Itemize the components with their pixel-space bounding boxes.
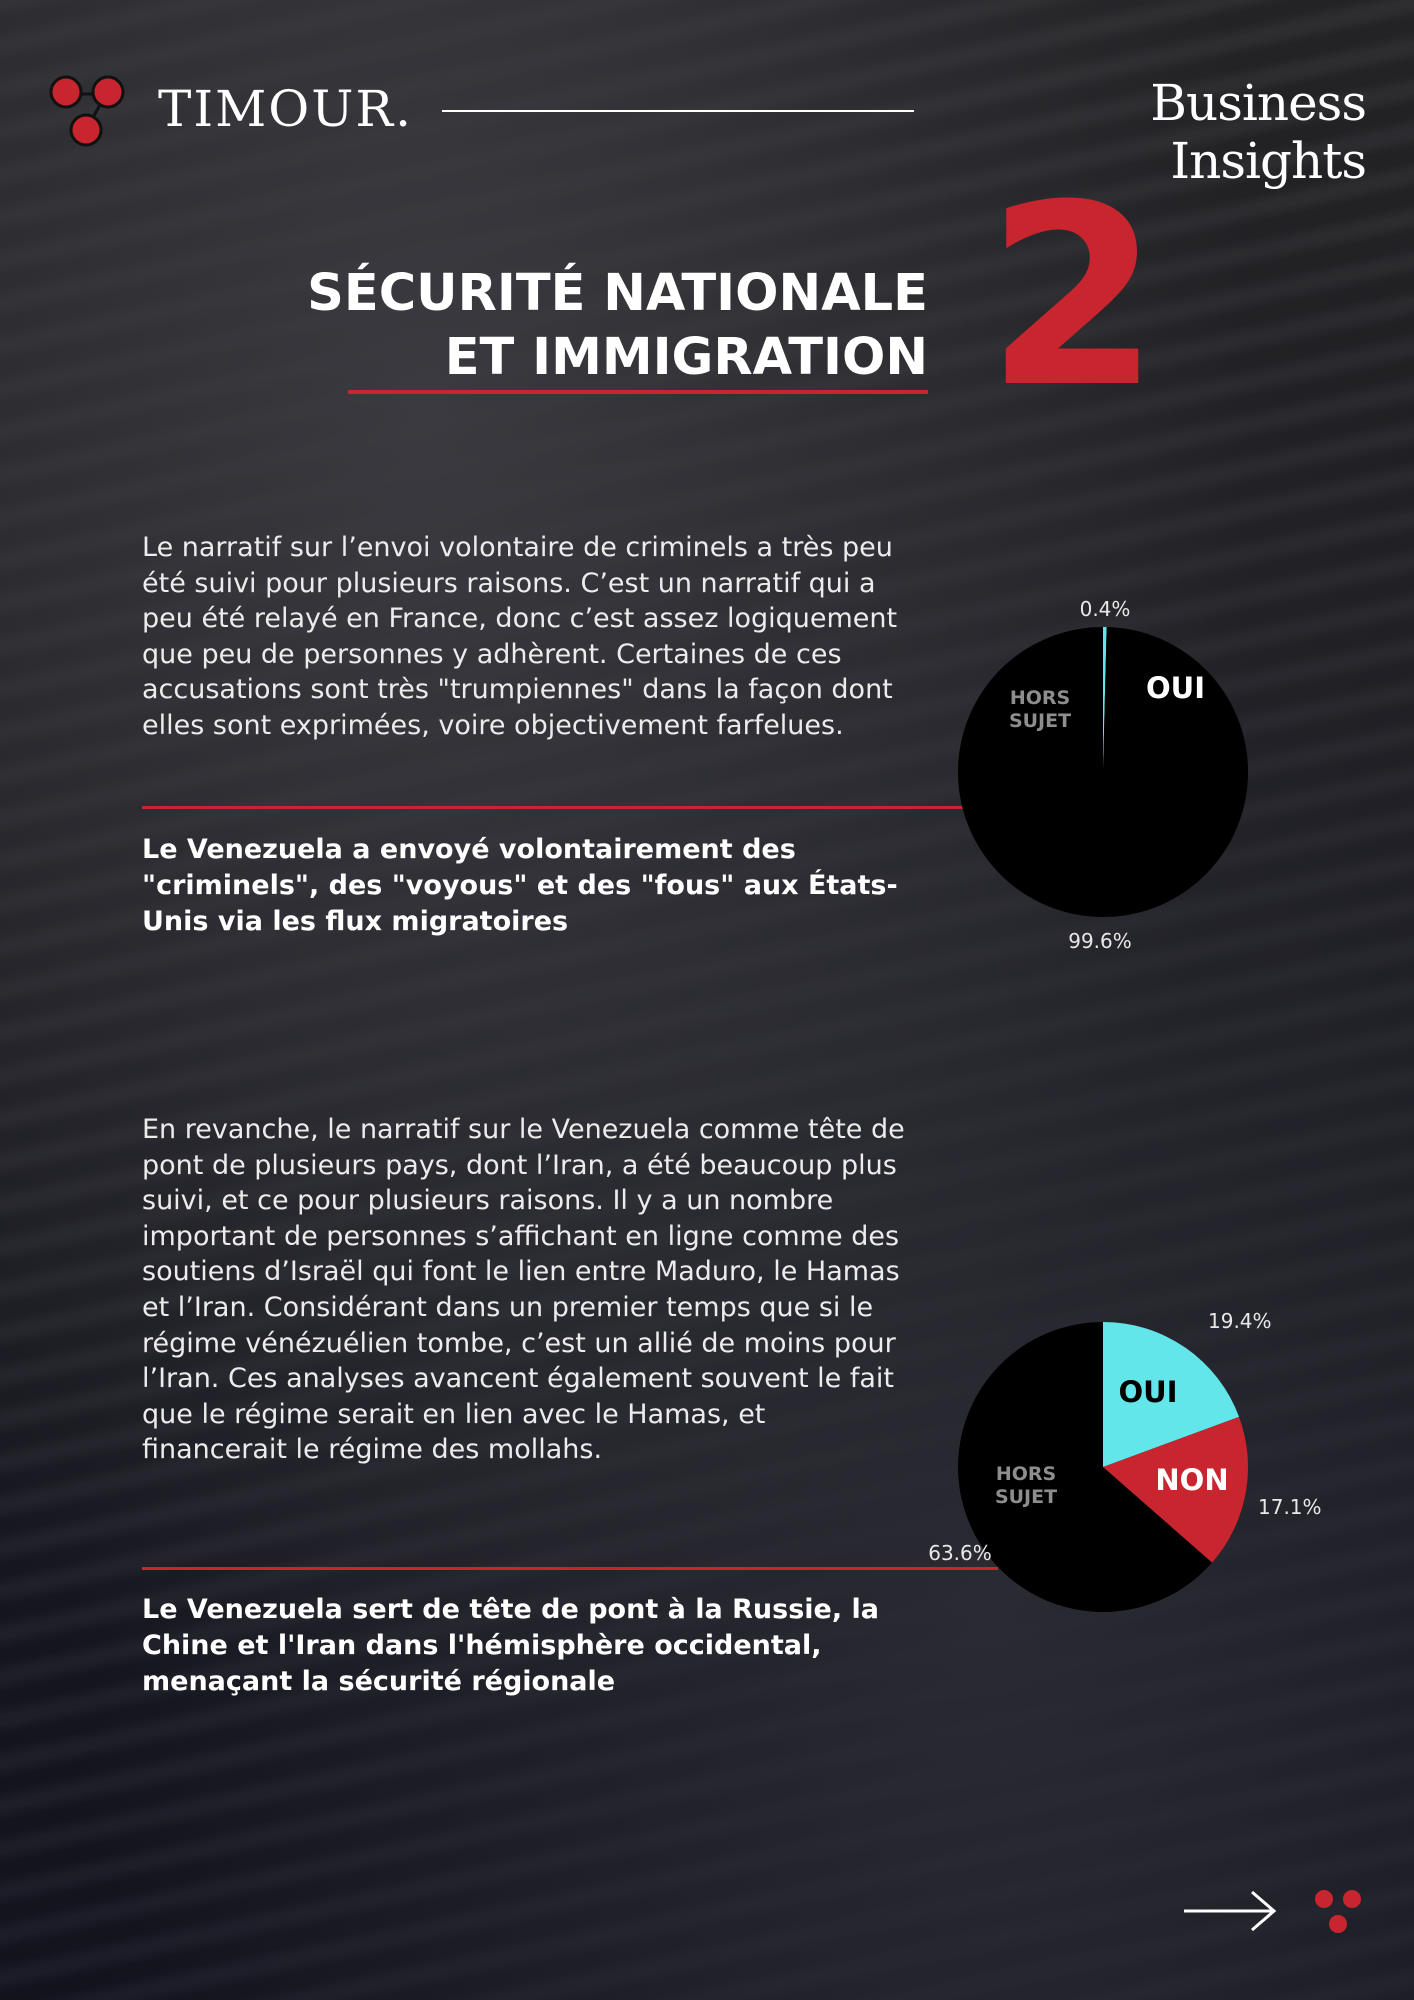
- claim-1: Le Venezuela a envoyé volontairement des "criminels", des "voyous" et des "fous" aux États-Unis via les flux migratoires: [142, 834, 898, 937]
- section-title-line-2: ET IMMIGRATION: [444, 328, 928, 387]
- brand-name: TIMOUR.: [158, 80, 413, 138]
- pie2-value-oui: 19.4%: [1208, 1309, 1272, 1333]
- pie2-value-non: 17.1%: [1258, 1495, 1322, 1519]
- header-divider: [442, 110, 914, 112]
- arrow-right-icon[interactable]: [1180, 1886, 1280, 1936]
- pie1-label-hors-sujet: HORS SUJET: [1008, 687, 1072, 732]
- three-dots-logo-icon: [46, 74, 130, 150]
- body-paragraph-2: En revanche, le narratif sur le Venezuela comme tête de pont de plusieurs pays, dont l’Iran, a été beaucoup plus suivi, et ce pour plusieurs raisons. Il y a un nombre important de personnes s’affichant en ligne comme des soutiens d’Israël qui font le lien entre Maduro, le Hamas et l’Iran. Considérant dans un premier temps que si le régime vénézuélien tombe, c’est un allié de moins pour l’Iran. Ces analyses avancent également souvent le fait que le régime serait en lien avec le Hamas, et financerait le régime des mollahs.: [142, 1114, 905, 1466]
- three-dots-mini-icon: [1312, 1888, 1364, 1936]
- pie-chart-2: [880, 1300, 1340, 1630]
- pie2-label-oui: OUI: [1118, 1375, 1178, 1409]
- pie-chart-1: [950, 590, 1310, 980]
- claim-2: Le Venezuela sert de tête de pont à la Russie, la Chine et l'Iran dans l'hémisphère occidental, menaçant la sécurité régionale: [142, 1594, 879, 1697]
- pie1-value-oui: 0.4%: [1079, 597, 1131, 621]
- section-title-line-1: SÉCURITÉ NATIONALE: [307, 264, 928, 323]
- pie2-label-hors-sujet: HORS SUJET: [994, 1463, 1058, 1508]
- pie2-value-hors-sujet: 63.6%: [928, 1541, 992, 1565]
- body-paragraph-1: Le narratif sur l’envoi volontaire de criminels a très peu été suivi pour plusieurs raisons. C’est un narratif qui a peu été relayé en France, donc c’est assez logiquement que peu de personnes y adhèrent. Certaines de ces accusations sont très "trumpiennes" dans la façon dont elles sont exprimées, voire objectivement farfelues.: [142, 532, 898, 741]
- claim-divider-2: [142, 1567, 998, 1570]
- claim-divider-1: [142, 806, 968, 809]
- pie1-label-oui: OUI: [1146, 671, 1205, 705]
- publication-title: Business Insights: [1150, 74, 1366, 190]
- section-number: 2: [986, 151, 1160, 442]
- pie1-value-hors-sujet: 99.6%: [1068, 929, 1132, 953]
- section-title: [190, 262, 928, 390]
- title-underline: [348, 390, 928, 394]
- pie2-label-non: NON: [1155, 1463, 1229, 1497]
